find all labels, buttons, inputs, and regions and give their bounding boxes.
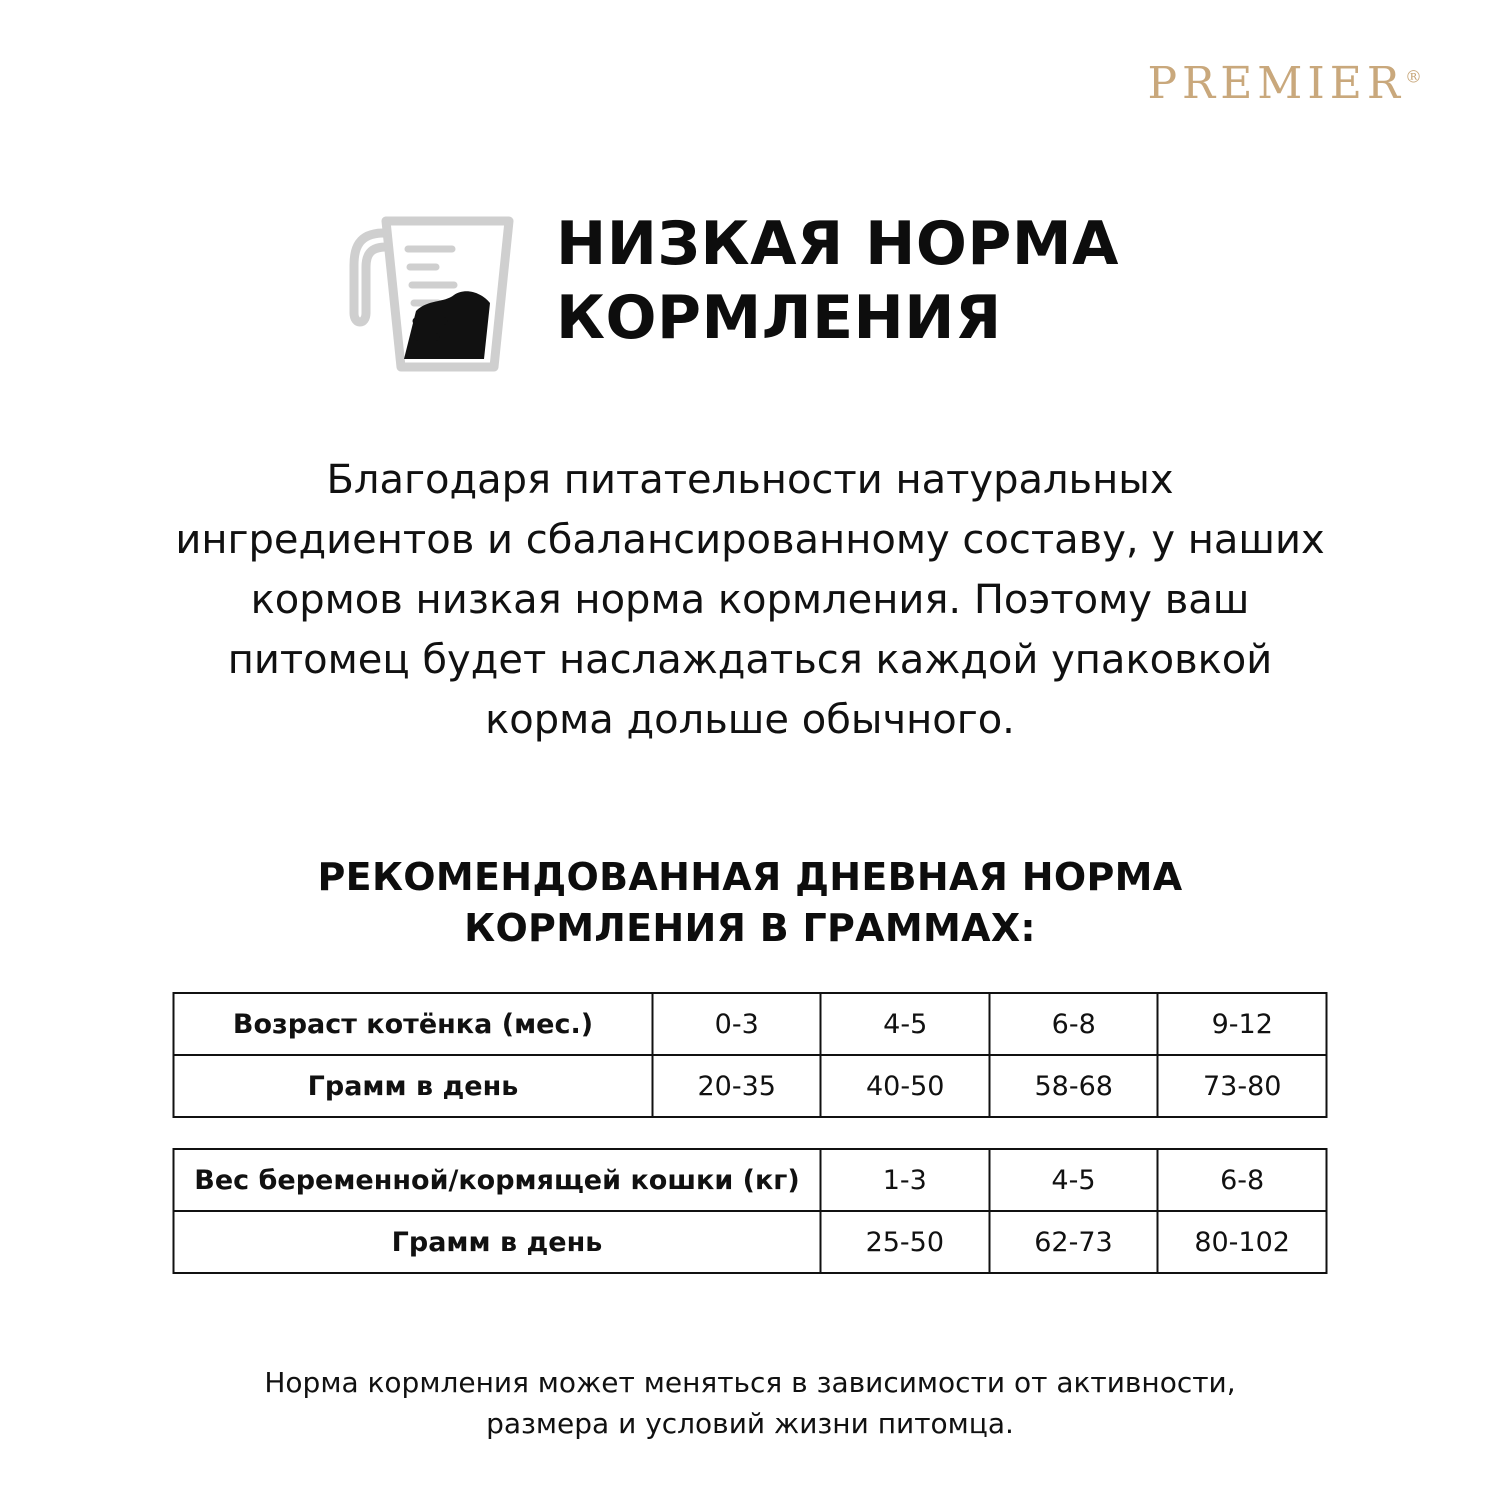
footnote-text: Норма кормления может меняться в зависимости от активности, размера и условий жизни питомца.: [264, 1366, 1236, 1440]
table-row: [174, 1055, 1327, 1117]
intro-paragraph: Благодаря питательности натуральных ингредиентов и сбалансированному составу, у наших кормов низкая норма кормления. Поэтому ваш питомец будет наслаждаться каждой упаковкой корма дольше обычного.: [175, 457, 1325, 743]
row-label: Грамм в день: [174, 1055, 653, 1117]
registered-mark: ®: [1405, 67, 1422, 88]
table-cell: 9-12: [1158, 993, 1327, 1055]
header-row: [0, 185, 1500, 386]
table-cell: 4-5: [821, 993, 990, 1055]
table-cell: 62-73: [989, 1211, 1158, 1273]
table-cell: 4-5: [989, 1149, 1158, 1211]
table-row: [174, 1211, 1327, 1273]
table-cell: 6-8: [1158, 1149, 1327, 1211]
section-title: РЕКОМЕНДОВАННАЯ ДНЕВНАЯ НОРМА КОРМЛЕНИЯ В ГРАММАХ:: [317, 854, 1183, 950]
table-cell: 0-3: [652, 993, 821, 1055]
table-row: [174, 1149, 1327, 1211]
row-label: Возраст котёнка (мес.): [174, 993, 653, 1055]
pregnant-cat-table: [173, 1148, 1328, 1274]
row-label: Вес беременной/кормящей кошки (кг): [174, 1149, 821, 1211]
brand-name: PREMIER: [1147, 58, 1405, 109]
brand-logo: [1147, 58, 1422, 109]
table-cell: 40-50: [821, 1055, 990, 1117]
page-title: НИЗКАЯ НОРМА КОРМЛЕНИЯ: [556, 209, 1119, 354]
kitten-table-wrapper: [173, 992, 1328, 1118]
table-cell: 80-102: [1158, 1211, 1327, 1273]
table-row: [174, 993, 1327, 1055]
table-cell: 20-35: [652, 1055, 821, 1117]
pregnant-cat-table-wrapper: [173, 1148, 1328, 1274]
table-cell: 58-68: [989, 1055, 1158, 1117]
table-cell: 73-80: [1158, 1055, 1327, 1117]
row-label: Грамм в день: [174, 1211, 821, 1273]
table-cell: 1-3: [820, 1149, 989, 1211]
table-cell: 25-50: [820, 1211, 989, 1273]
measuring-cup-icon: [324, 191, 534, 386]
table-cell: 6-8: [989, 993, 1158, 1055]
kitten-table: [173, 992, 1328, 1118]
